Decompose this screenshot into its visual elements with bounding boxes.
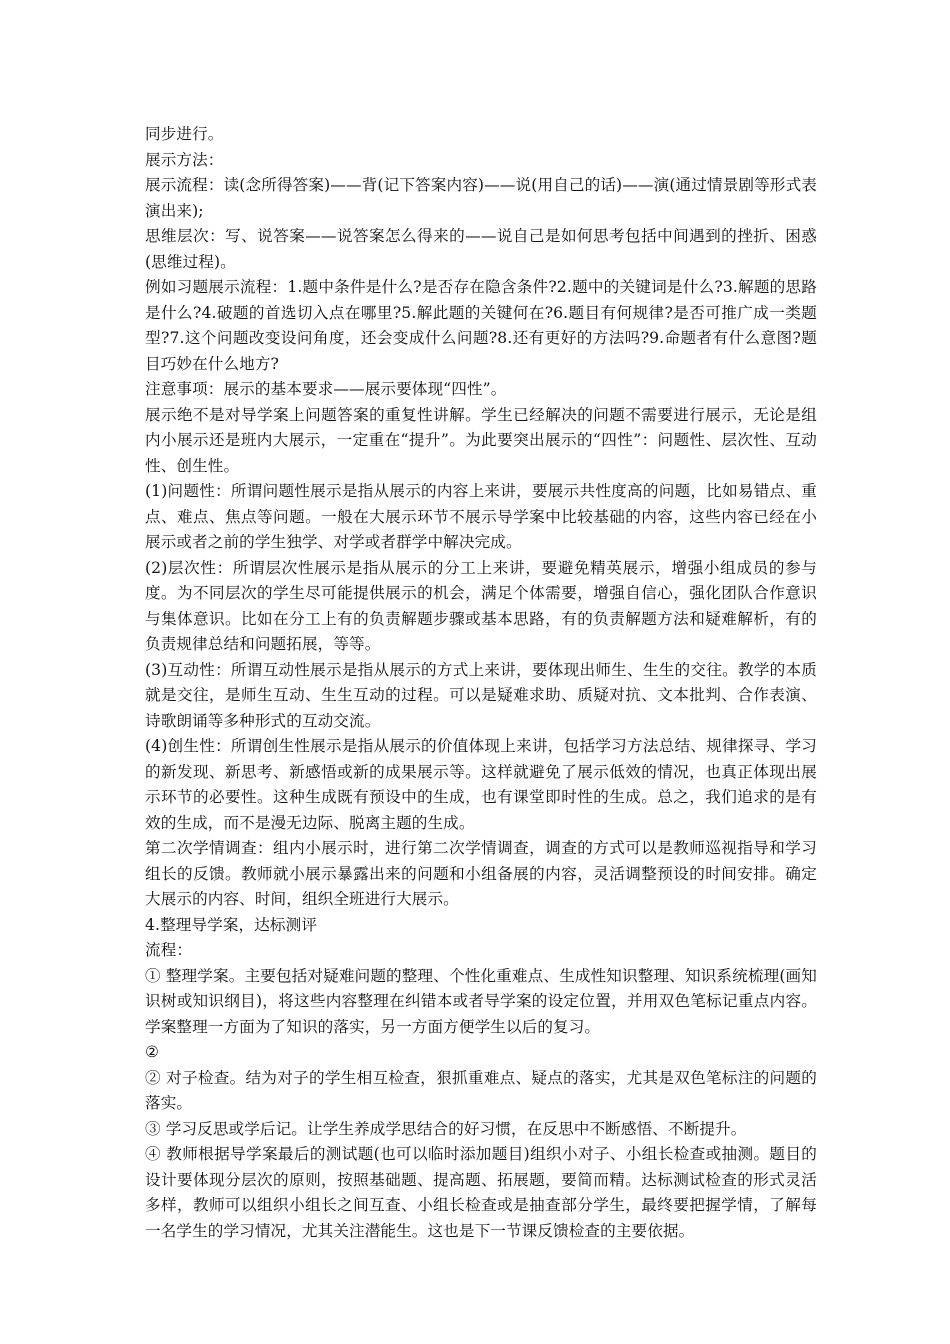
- paragraph-exercise-flow: 例如习题展示流程：1.题中条件是什么?是否存在隐含条件?2.题中的关键词是什么?3.解题的思路是什么?4.破题的首选切入点在哪里?5.解此题的关键何在?6.题目有何规律?是否可推广成一类题型?7.这个问题改变设问角度，还会变成什么问题?8.还有更好的方法吗?9.命题者有什么意图?题目巧妙在什么地方?: [145, 278, 817, 373]
- list-item-empty-marker: ②: [145, 1043, 160, 1061]
- paragraph-process-label: 流程：: [145, 941, 193, 959]
- paragraph-interaction-trait: (3)互动性：所谓互动性展示是指从展示的方式上来讲，要体现出师生、生生的交往。教学的本质就是交往，是师生互动、生生互动的过程。可以是疑难求助、质疑对抗、文本批判、合作表演、诗歌朗诵等多种形式的互动交流。: [145, 660, 817, 730]
- paragraph-display-method-heading: 展示方法：: [145, 150, 224, 169]
- list-item-reflection: ③ 学习反思或学后记。让学生养成学思结合的好习惯，在反思中不断感悟、不断提升。: [145, 1119, 747, 1138]
- list-item-organize-plan: ① 整理学案。主要包括对疑难问题的整理、个性化重难点、生成性知识整理、知识系统梳理(画知识树或知识纲目)，将这些内容整理在纠错本或者导学案的设定位置，并用双色笔标记重点内容。学案整理一方面为了知识的落实，另一方面方便学生以后的复习。: [145, 966, 817, 1036]
- list-item-teacher-test: ④ 教师根据导学案最后的测试题(也可以临时添加题目)组织小对子、小组长检查或抽测。题目的设计要体现分层次的原则，按照基础题、提高题、拓展题，要简而精。达标测试检查的形式灵活多样，教师可以组织小组长之间互查、小组长检查或是抽查部分学生，最终要把握学情，了解每一名学生的学习情况，尤其关注潜能生。这也是下一节课反馈检查的主要依据。: [145, 1145, 817, 1240]
- document-body: [145, 122, 817, 1244]
- paragraph-level-trait: (2)层次性：所谓层次性展示是指从展示的分工上来讲，要避免精英展示，增强小组成员的参与度。为不同层次的学生尽可能提供展示的机会，满足个体需要，增强自信心，强化团队合作意识与集体意识。比如在分工上有的负责解题步骤或基本思路，有的负责解题方法和疑难解析，有的负责规律总结和问题拓展，等等。: [145, 558, 817, 653]
- paragraph-continuation: 同步进行。: [145, 125, 224, 143]
- paragraph-four-traits: 展示绝不是对导学案上问题答案的重复性讲解。学生已经解决的问题不需要进行展示，无论是组内小展示还是班内大展示，一定重在“提升”。为此要突出展示的“四性”：问题性、层次性、互动性、创生性。: [145, 405, 817, 475]
- section-heading-organize: 4.整理导学案，达标测评: [145, 915, 318, 934]
- paragraph-notes: 注意事项：展示的基本要求——展示要体现“四性”。: [145, 380, 507, 398]
- paragraph-thinking-levels: 思维层次：写、说答案——说答案怎么得来的——说自己是如何思考包括中间遇到的挫折、困惑(思维过程)。: [145, 227, 817, 271]
- list-item-pair-check: ② 对子检查。结为对子的学生相互检查，狠抓重难点、疑点的落实，尤其是双色笔标注的问题的落实。: [145, 1068, 817, 1112]
- paragraph-creative-trait: (4)创生性：所谓创生性展示是指从展示的价值体现上来讲，包括学习方法总结、规律探寻、学习的新发现、新思考、新感悟或新的成果展示等。这样就避免了展示低效的情况，也真正体现出展示环节的必要性。这种生成既有预设中的生成，也有课堂即时性的生成。总之，我们追求的是有效的生成，而不是漫无边际、脱离主题的生成。: [145, 737, 817, 832]
- paragraph-display-flow: 展示流程：读(念所得答案)——背(记下答案内容)——说(用自己的话)——演(通过情景剧等形式表演出来);: [145, 176, 817, 220]
- paragraph-second-survey: 第二次学情调查：组内小展示时，进行第二次学情调查，调查的方式可以是教师巡视指导和学习组长的反馈。教师就小展示暴露出来的问题和小组备展的内容，灵活调整预设的时间安排。确定大展示的内容、时间，组织全班进行大展示。: [145, 839, 817, 908]
- paragraph-problem-trait: (1)问题性：所谓问题性展示是指从展示的内容上来讲，要展示共性度高的问题，比如易错点、重点、难点、焦点等问题。一般在大展示环节不展示导学案中比较基础的内容，这些内容已经在小展示或者之前的学生独学、对学或者群学中解决完成。: [145, 482, 817, 551]
